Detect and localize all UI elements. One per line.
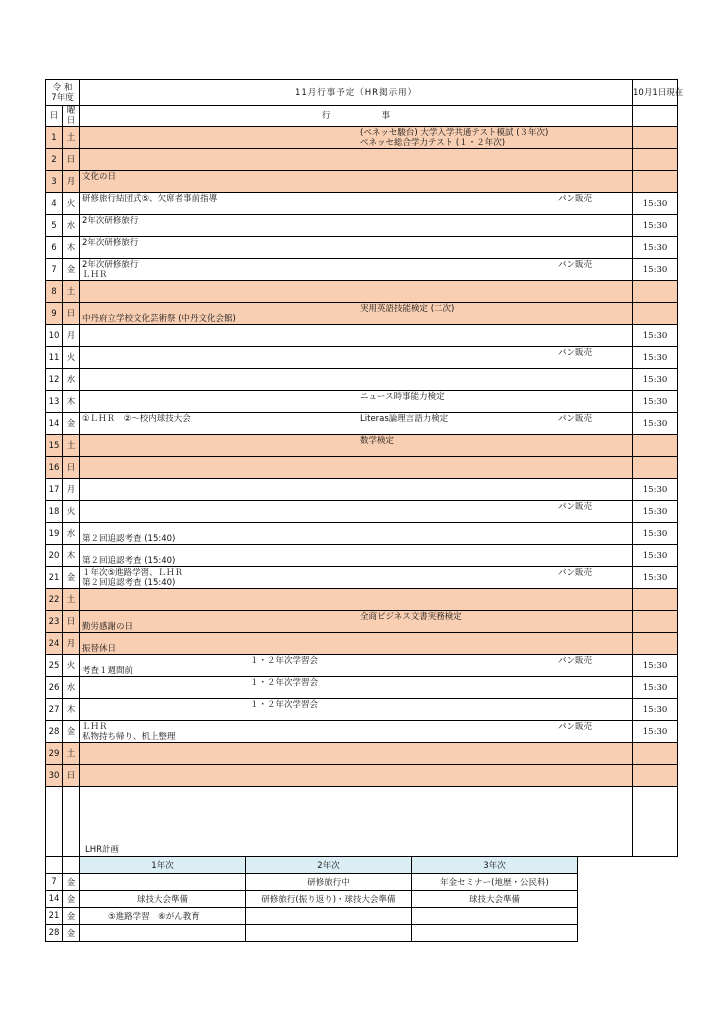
event-text-line2: 第２回追認考査 (15:40) [82,578,176,588]
event-text-bottom: 第２回追認考査 (15:40) [82,534,176,544]
event-text-bottom: 第２回追認考査 (15:40) [82,556,176,566]
day-number: 10 [46,325,63,347]
day-row [46,765,678,787]
weekday: 木 [63,391,80,413]
day-number: 2 [46,149,63,171]
lhr-day: 7 [46,874,63,891]
lhr-year3-plan: 球技大会準備 [412,891,578,908]
day-number: 14 [46,413,63,435]
year-label: 7年度 [51,92,74,103]
era-cell [46,80,80,106]
day-number: 9 [46,303,63,325]
day-row [46,611,678,633]
lhr-year2-plan [246,925,412,942]
day-row [46,325,678,347]
day-number: 20 [46,545,63,567]
lhr-day: 14 [46,891,63,908]
event-text-bottom: 考査１週間前 [82,666,134,676]
dismissal-time: 15:30 [633,413,678,435]
dismissal-time [633,589,678,611]
event-cell [80,765,633,787]
dismissal-time: 15:30 [633,259,678,281]
lhr-corner [46,857,63,874]
lhr-header-year3: 3年次 [412,857,578,874]
day-row [46,193,678,215]
dismissal-time: 15:30 [633,721,678,743]
weekday: 火 [63,193,80,215]
day-number: 17 [46,479,63,501]
event-cell [80,413,633,435]
day-number: 4 [46,193,63,215]
lhr-year1-plan [80,874,246,891]
era-label: 令 和 [52,82,73,93]
day-number: 16 [46,457,63,479]
weekday: 金 [63,259,80,281]
day-row [46,699,678,721]
event-cell [80,435,633,457]
dismissal-time: 15:30 [633,699,678,721]
day-number: 27 [46,699,63,721]
day-row [46,633,678,655]
dismissal-time [633,633,678,655]
event-cell [80,237,633,259]
weekday: 金 [63,413,80,435]
day-number: 7 [46,259,63,281]
day-row [46,721,678,743]
weekday: 水 [63,215,80,237]
dismissal-time [633,743,678,765]
event-text: 研修旅行結団式⑤、欠席者事前指導 [82,194,218,204]
study-session-text: １・２年次学習会 [250,656,319,666]
event-text: ①ＬＨＲ ②～校内球技大会 [82,414,191,424]
event-text-bottom: 振替休日 [82,644,117,654]
event-cell [80,281,633,303]
lhr-row [46,925,578,942]
day-row [46,369,678,391]
dismissal-time [633,127,678,149]
event-text-line2: ＬＨＲ [82,270,108,280]
event-cell [80,567,633,589]
lhr-year3-plan: 年金セミナー(地歴・公民科) [412,874,578,891]
event-text: １年次⑤進路学習、ＬＨＲ [82,568,184,578]
lhr-day: 21 [46,908,63,925]
day-number: 28 [46,721,63,743]
event-cell [80,215,633,237]
day-number: 25 [46,655,63,677]
lhr-row [46,908,578,925]
dismissal-time [633,171,678,193]
event-cell [80,369,633,391]
study-session-text: １・２年次学習会 [250,678,319,688]
event-text-center-line2: ベネッセ総合学力テスト (１・２年次) [360,138,506,148]
event-cell [80,589,633,611]
weekday: 金 [63,567,80,589]
day-row [46,677,678,699]
day-row [46,435,678,457]
lhr-weekday: 金 [63,874,80,891]
lhr-row [46,891,578,908]
lhr-year2-plan [246,908,412,925]
blank-cell [633,787,678,857]
day-row [46,655,678,677]
bread-sale-label: パン販売 [558,722,593,732]
lhr-weekday: 金 [63,925,80,942]
dismissal-time [633,303,678,325]
day-number: 1 [46,127,63,149]
lhr-year3-plan [412,908,578,925]
event-text-bottom: 中丹府立学校文化芸術祭 (中丹文化会館) [82,314,236,324]
weekday: 月 [63,171,80,193]
event-text: ＬＨＲ [82,722,108,732]
day-row [46,259,678,281]
weekday: 木 [63,699,80,721]
lhr-plan-table [45,856,578,942]
day-number: 3 [46,171,63,193]
event-text: 2年次研修旅行 [82,260,139,270]
lhr-corner [63,857,80,874]
event-text-center: Literas論理言語力検定 [360,414,449,424]
day-row [46,413,678,435]
event-cell [80,259,633,281]
lhr-day: 28 [46,925,63,942]
day-number: 23 [46,611,63,633]
day-number: 13 [46,391,63,413]
lhr-year2-plan: 研修旅行(振り返り)・球技大会準備 [246,891,412,908]
col-event-header: 行 事 [80,106,633,127]
bread-sale-label: パン販売 [558,656,593,666]
lhr-weekday: 金 [63,908,80,925]
day-row [46,347,678,369]
blank-cell [80,787,633,857]
day-row [46,743,678,765]
event-cell [80,127,633,149]
day-row [46,237,678,259]
event-cell [80,501,633,523]
event-cell [80,391,633,413]
col-weekday-header: 曜日 [63,106,80,127]
event-text-center: ニュース時事能力検定 [360,392,445,402]
weekday: 日 [63,149,80,171]
lhr-year3-plan [412,925,578,942]
dismissal-time: 15:30 [633,655,678,677]
event-text-line2: 私物持ち帰り、机上整理 [82,732,176,742]
bread-sale-label: パン販売 [558,502,593,512]
page-title: 11月行事予定（HR掲示用） [80,80,633,106]
event-cell [80,655,633,677]
col-day-header: 日 [46,106,63,127]
day-row [46,501,678,523]
dismissal-time: 15:30 [633,677,678,699]
day-row [46,171,678,193]
lhr-header-year2: 2年次 [246,857,412,874]
day-number: 8 [46,281,63,303]
lhr-year1-plan [80,925,246,942]
day-number: 30 [46,765,63,787]
weekday: 土 [63,281,80,303]
dismissal-time: 15:30 [633,523,678,545]
event-cell [80,171,633,193]
event-text: 2年次研修旅行 [82,216,139,226]
event-cell [80,699,633,721]
day-row [46,589,678,611]
weekday: 月 [63,633,80,655]
weekday: 日 [63,765,80,787]
bread-sale-label: パン販売 [558,194,593,204]
dismissal-time: 15:30 [633,501,678,523]
event-text-center: 実用英語技能検定 (二次) [360,304,455,314]
day-number: 11 [46,347,63,369]
event-text-center: 数学検定 [360,436,395,446]
dismissal-time: 15:30 [633,391,678,413]
event-cell [80,545,633,567]
weekday: 火 [63,501,80,523]
day-row [46,127,678,149]
dismissal-time: 15:30 [633,479,678,501]
event-cell [80,303,633,325]
dismissal-time: 15:30 [633,347,678,369]
event-cell [80,479,633,501]
event-text: 2年次研修旅行 [82,238,139,248]
dismissal-time: 15:30 [633,369,678,391]
day-number: 21 [46,567,63,589]
day-number: 19 [46,523,63,545]
dismissal-time: 15:30 [633,215,678,237]
event-cell [80,325,633,347]
day-row [46,479,678,501]
col-time-header [633,106,678,127]
weekday: 日 [63,611,80,633]
dismissal-time [633,765,678,787]
blank-cell [46,787,63,857]
weekday: 土 [63,589,80,611]
lhr-weekday: 金 [63,891,80,908]
weekday: 日 [63,457,80,479]
event-cell [80,743,633,765]
lhr-row [46,874,578,891]
day-row [46,567,678,589]
dismissal-time: 15:30 [633,567,678,589]
day-number: 12 [46,369,63,391]
weekday: 金 [63,721,80,743]
event-cell [80,193,633,215]
day-number: 18 [46,501,63,523]
as-of-date: 10月1日現在 [633,80,678,106]
event-text-bottom: 勤労感謝の日 [82,622,134,632]
event-cell [80,611,633,633]
weekday: 水 [63,523,80,545]
day-number: 22 [46,589,63,611]
day-row [46,281,678,303]
study-session-text: １・２年次学習会 [250,700,319,710]
weekday: 水 [63,677,80,699]
day-number: 6 [46,237,63,259]
day-row [46,215,678,237]
day-row [46,457,678,479]
dismissal-time [633,611,678,633]
bread-sale-label: パン販売 [558,568,593,578]
day-row [46,149,678,171]
dismissal-time [633,281,678,303]
day-number: 15 [46,435,63,457]
day-row [46,523,678,545]
event-cell [80,149,633,171]
day-row [46,545,678,567]
event-cell [80,677,633,699]
dismissal-time: 15:30 [633,545,678,567]
lhr-year1-plan: ⑤進路学習 ⑥がん教育 [80,908,246,925]
lhr-header-year1: 1年次 [80,857,246,874]
day-number: 29 [46,743,63,765]
lhr-year2-plan: 研修旅行中 [246,874,412,891]
event-cell [80,523,633,545]
day-row [46,303,678,325]
event-cell [80,721,633,743]
weekday: 土 [63,435,80,457]
weekday: 土 [63,743,80,765]
weekday: 日 [63,303,80,325]
dismissal-time: 15:30 [633,193,678,215]
lhr-plan-title: LHR計画 [85,845,120,855]
weekday: 木 [63,545,80,567]
weekday: 水 [63,369,80,391]
day-number: 24 [46,633,63,655]
blank-cell [63,787,80,857]
event-cell [80,633,633,655]
monthly-schedule-table [45,79,684,857]
bread-sale-label: パン販売 [558,260,593,270]
weekday: 土 [63,127,80,149]
dismissal-time: 15:30 [633,237,678,259]
dismissal-time [633,149,678,171]
event-text: 文化の日 [82,172,117,182]
event-cell [80,457,633,479]
weekday: 火 [63,655,80,677]
day-number: 5 [46,215,63,237]
weekday: 月 [63,479,80,501]
dismissal-time [633,435,678,457]
weekday: 木 [63,237,80,259]
day-number: 26 [46,677,63,699]
weekday: 月 [63,325,80,347]
day-row [46,391,678,413]
dismissal-time: 15:30 [633,325,678,347]
weekday: 火 [63,347,80,369]
lhr-year1-plan: 球技大会準備 [80,891,246,908]
event-text-center: 全商ビジネス文書実務検定 [360,612,462,622]
bread-sale-label: パン販売 [558,414,593,424]
bread-sale-label: パン販売 [558,348,593,358]
dismissal-time [633,457,678,479]
event-text-center: (ベネッセ駿台) 大学入学共通テスト模試 (３年次) [360,128,549,138]
event-cell [80,347,633,369]
